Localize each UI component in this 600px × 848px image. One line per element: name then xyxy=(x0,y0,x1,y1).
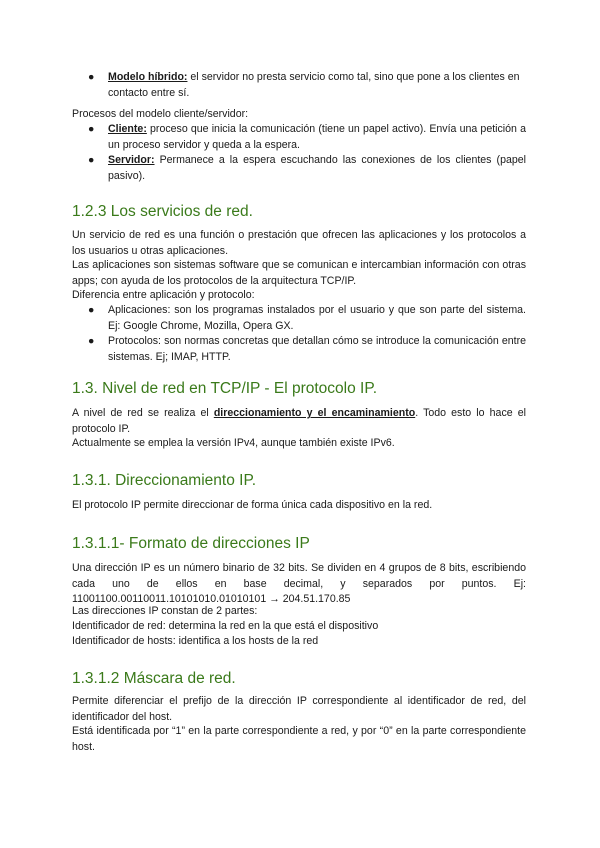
hybrid-term: Modelo híbrido: xyxy=(108,71,188,83)
bullet-icon: ● xyxy=(88,304,95,316)
processes-intro: Procesos del modelo cliente/servidor: xyxy=(72,108,249,120)
app-protocol-list xyxy=(72,303,526,365)
services-paragraph-3: Diferencia entre aplicación y protocolo: xyxy=(72,289,255,301)
processes-list xyxy=(72,122,526,184)
network-id-line: Identificador de red: determina la red en la que está el dispositivo xyxy=(72,620,379,632)
section-heading-1-3: 1.3. Nivel de red en TCP/IP - El protocolo IP. xyxy=(72,380,377,397)
list-item xyxy=(72,70,526,101)
applications-text: Aplicaciones: son los programas instalados por el usuario y que son parte del sistema. Ej: Google Chrome, Mozilla, Opera GX. xyxy=(108,304,526,332)
client-text: proceso que inicia la comunicación (tiene un papel activo). Envía una petición a un proceso servidor y queda a la espera. xyxy=(108,123,526,151)
host-id-line: Identificador de hosts: identifica a los hosts de la red xyxy=(72,635,319,647)
mask-paragraph-2: Está identificada por “1” en la parte correspondiente a red, y por “0” en la parte correspondiente host. xyxy=(72,725,526,753)
ipv4-paragraph: Actualmente se emplea la versión IPv4, aunque también existe IPv6. xyxy=(72,437,395,449)
section-heading-1-2-3: 1.2.3 Los servicios de red. xyxy=(72,203,253,220)
bullet-icon: ● xyxy=(88,123,95,135)
server-text: Permanece a la espera escuchando las conexiones de los clientes (papel pasivo). xyxy=(108,154,526,182)
bullet-icon: ● xyxy=(88,335,95,347)
ip-format-paragraph: Una dirección IP es un número binario de 32 bits. Se dividen en 4 grupos de 8 bits, escribiendo cada uno de ellos en base decimal, y separados por puntos. Ej: 11001100.00110011.10101010.01010101 → 204.51.170.85 xyxy=(72,562,526,605)
section-heading-1-3-1-2: 1.3.1.2 Máscara de red. xyxy=(72,670,236,687)
list-item xyxy=(72,122,526,153)
mask-paragraph-1: Permite diferenciar el prefijo de la dirección IP correspondiente al identificador de red, del identificador del host. xyxy=(72,695,526,723)
section-heading-1-3-1-1: 1.3.1.1- Formato de direcciones IP xyxy=(72,535,310,552)
services-paragraph-1: Un servicio de red es una función o prestación que ofrecen las aplicaciones y los protocolos a los usuarios u otras aplicaciones. xyxy=(72,229,526,257)
hybrid-text: el servidor no presta servicio como tal, sino que pone a los clientes en contacto entre sí. xyxy=(108,71,520,99)
server-term: Servidor: xyxy=(108,154,155,166)
ip-parts-intro: Las direcciones IP constan de 2 partes: xyxy=(72,605,258,617)
bullet-icon: ● xyxy=(88,71,95,83)
protocols-text: Protocolos: son normas concretas que detallan cómo se introduce la comunicación entre sistemas. Ej; IMAP, HTTP. xyxy=(108,335,526,363)
hybrid-model-list xyxy=(72,70,526,101)
list-item xyxy=(72,334,526,365)
client-term: Cliente: xyxy=(108,123,147,135)
network-level-post: . Todo esto lo hace el protocolo IP. xyxy=(72,407,526,435)
network-level-paragraph xyxy=(72,406,526,437)
network-level-bold: direccionamiento y el encaminamiento xyxy=(213,407,416,419)
list-item xyxy=(72,153,526,184)
list-item xyxy=(72,303,526,334)
section-heading-1-3-1: 1.3.1. Direccionamiento IP. xyxy=(72,472,257,489)
bullet-icon: ● xyxy=(88,154,95,166)
services-paragraph-2: Las aplicaciones son sistemas software que se comunican e intercambian información con otras apps; con ayuda de los protocolos de la arquitectura TCP/IP. xyxy=(72,259,526,287)
addressing-paragraph: El protocolo IP permite direccionar de forma única cada dispositivo en la red. xyxy=(72,499,433,511)
network-level-pre: A nivel de red se realiza el xyxy=(72,407,214,419)
